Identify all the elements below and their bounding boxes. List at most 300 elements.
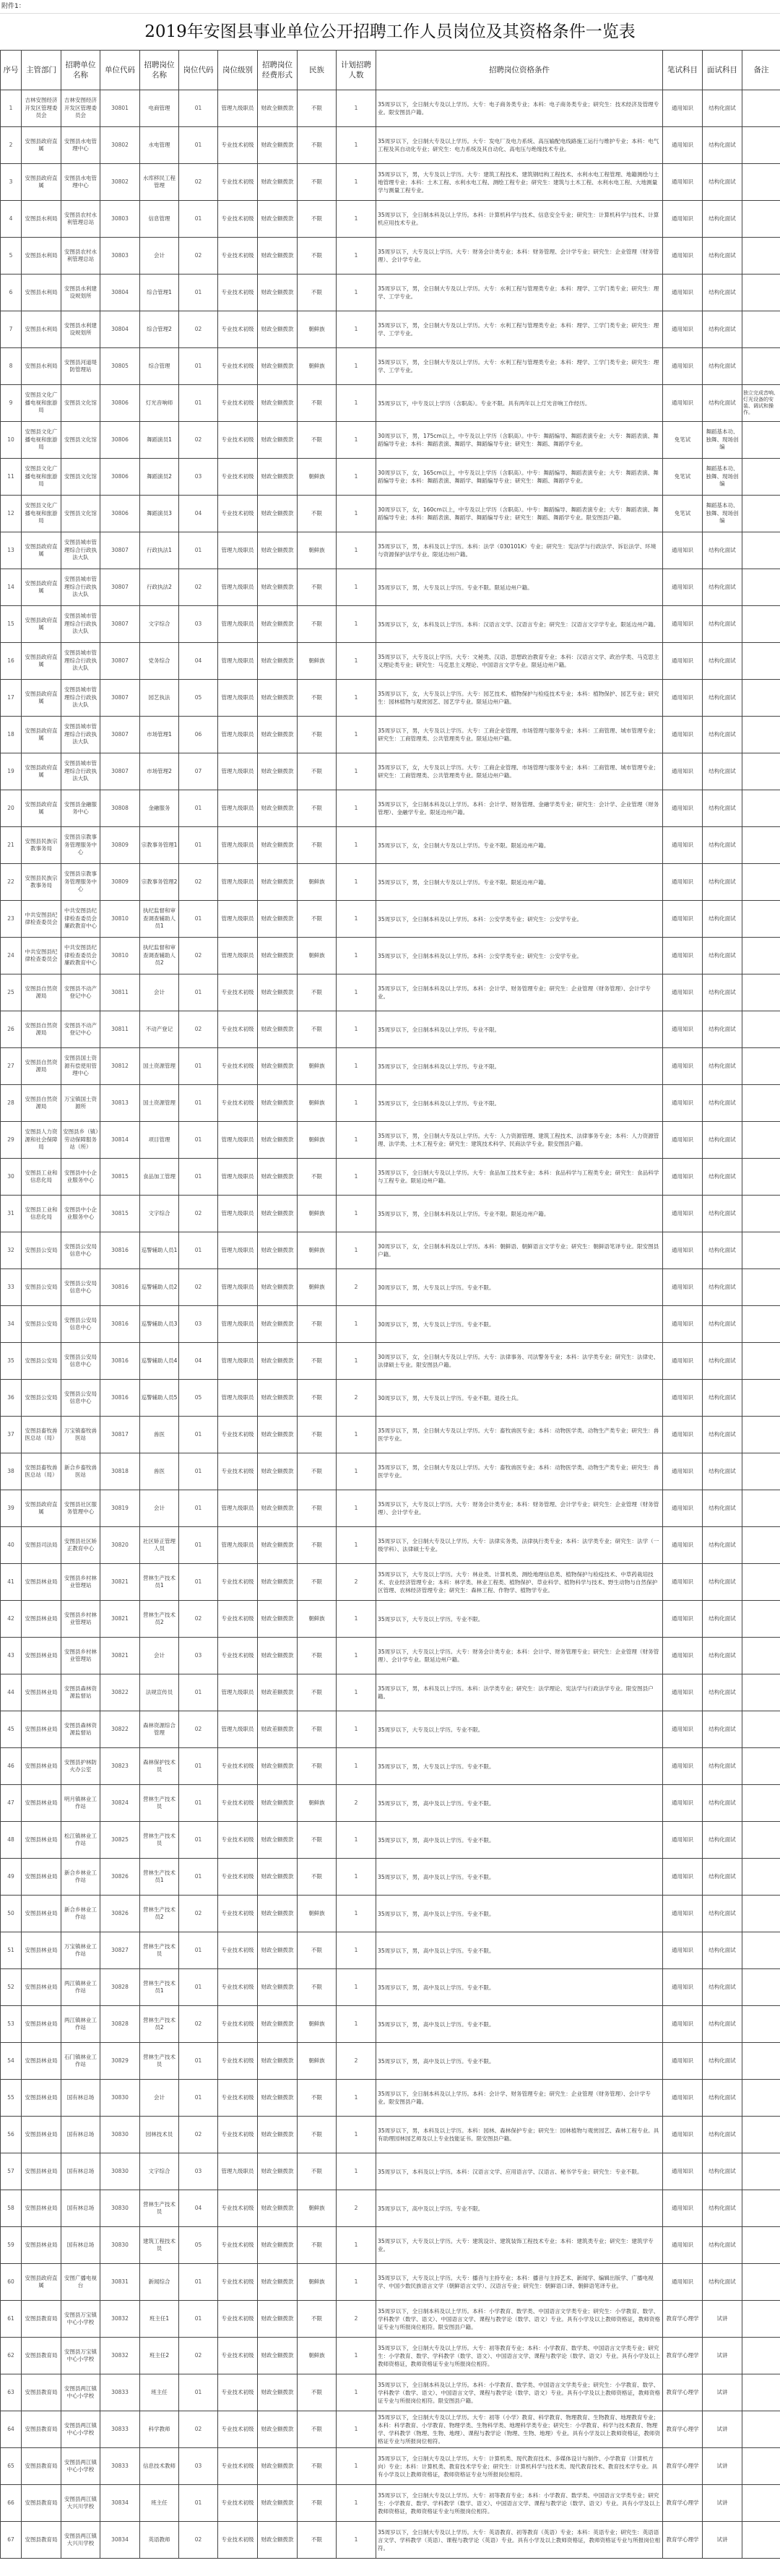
cell-funding-type: 财政全额拨款 [258, 1232, 298, 1269]
cell-dept: 安图县林业局 [22, 1896, 61, 1932]
table-row [1, 2411, 780, 2448]
cell-written-exam: 通用知识 [663, 753, 703, 790]
cell-unit-name: 安图县社区矫正教育中心 [61, 1527, 100, 1564]
cell-unit-code: 30815 [100, 1159, 140, 1196]
cell-post-name: 文字综合 [140, 2153, 179, 2190]
cell-planned-count: 1 [337, 2485, 376, 2522]
cell-dept: 安图县水利局 [22, 238, 61, 275]
cell-post-level: 专业技术初级 [218, 1048, 258, 1085]
cell-seq-no: 14 [1, 569, 22, 606]
cell-unit-name: 新合乡林业工作站 [61, 1859, 100, 1896]
cell-funding-type: 财政全额拨款 [258, 2448, 298, 2485]
table-row [1, 2374, 780, 2411]
cell-interview: 结构化面试 [703, 1417, 742, 1453]
cell-post-level: 管理九级职员 [218, 864, 258, 901]
cell-qualifications: 30周岁以下，男，大专及以上学历。专业不限。 [376, 1306, 663, 1343]
cell-remarks [742, 1196, 780, 1232]
cell-written-exam: 通用知识 [663, 348, 703, 385]
cell-post-level: 管理九级职员 [218, 717, 258, 753]
cell-qualifications: 35周岁以下，全日制本科及以上学历。专业不限。 [376, 1085, 663, 1122]
cell-seq-no: 61 [1, 2301, 22, 2338]
cell-post-level: 专业技术初级 [218, 2448, 258, 2485]
cell-interview: 试讲 [703, 2411, 742, 2448]
cell-post-code: 04 [179, 643, 218, 680]
cell-unit-name: 安图县乡村林业管理站 [61, 1564, 100, 1601]
cell-post-name: 班主任 [140, 2374, 179, 2411]
cell-funding-type: 财政全额拨款 [258, 606, 298, 643]
cell-ethnicity: 不限 [298, 2301, 337, 2338]
cell-written-exam: 通用知识 [663, 1932, 703, 1969]
cell-post-name: 园林技术员 [140, 2117, 179, 2153]
cell-unit-name: 安图县万宝镇中心小学校 [61, 2301, 100, 2338]
cell-qualifications: 35周岁以下，大专及以上学历。大专：播音与主持专业；本科：播音与主持艺术、新闻学、编辑出版学、广播电视学、中国少数民族语言文学（朝鲜语言文学）、汉语言专业；研究生：朝鲜语口译、朝鲜语笔译专业。 [376, 2264, 663, 2301]
cell-unit-code: 30821 [100, 1638, 140, 1674]
cell-post-level: 管理九级职员 [218, 1490, 258, 1527]
cell-post-level: 专业技术初级 [218, 2190, 258, 2227]
table-row [1, 496, 780, 532]
cell-post-name: 水电管理 [140, 127, 179, 164]
cell-remarks [742, 90, 780, 127]
cell-post-name: 国土资源管理 [140, 1085, 179, 1122]
cell-seq-no: 7 [1, 311, 22, 348]
column-header-planned-count: 计划招聘人数 [337, 51, 376, 90]
cell-post-name: 森林保护技术员 [140, 1748, 179, 1785]
cell-dept: 安图县政府直属 [22, 569, 61, 606]
cell-post-code: 01 [179, 201, 218, 238]
cell-dept: 安图县文化广播电视和旅游局 [22, 496, 61, 532]
column-header-post-name: 招聘岗位名称 [140, 51, 179, 90]
cell-post-level: 管理九级职员 [218, 1711, 258, 1748]
cell-post-name: 营林生产技术员 [140, 2190, 179, 2227]
cell-interview: 结构化面试 [703, 753, 742, 790]
cell-remarks [742, 2301, 780, 2338]
cell-post-level: 管理九级职员 [218, 1269, 258, 1306]
cell-post-name: 电商管理 [140, 90, 179, 127]
cell-planned-count: 1 [337, 1601, 376, 1638]
cell-remarks [742, 1896, 780, 1932]
cell-post-code: 02 [179, 2338, 218, 2374]
cell-interview: 结构化面试 [703, 827, 742, 864]
cell-planned-count: 1 [337, 2448, 376, 2485]
cell-written-exam: 通用知识 [663, 2117, 703, 2153]
cell-post-level: 管理九级职员 [218, 2153, 258, 2190]
cell-unit-name: 安图县森林资源监督站 [61, 1674, 100, 1711]
cell-ethnicity: 朝鲜族 [298, 1896, 337, 1932]
cell-unit-code: 30816 [100, 1343, 140, 1380]
cell-qualifications: 35周岁以下，男，高中及以上学历。专业不限。 [376, 1822, 663, 1859]
cell-written-exam: 通用知识 [663, 2264, 703, 2301]
cell-dept: 安图县林业局 [22, 1785, 61, 1822]
cell-funding-type: 财政全额拨款 [258, 1122, 298, 1159]
cell-interview: 结构化面试 [703, 2153, 742, 2190]
cell-dept: 安图县工业和信息化局 [22, 1159, 61, 1196]
cell-remarks [742, 238, 780, 275]
cell-written-exam: 教育学心理学 [663, 2374, 703, 2411]
cell-remarks [742, 1527, 780, 1564]
cell-written-exam: 通用知识 [663, 532, 703, 569]
cell-written-exam: 通用知识 [663, 275, 703, 311]
cell-post-level: 专业技术初级 [218, 1896, 258, 1932]
table-row [1, 1859, 780, 1896]
cell-unit-name: 安图县城市管理综合行政执法大队 [61, 717, 100, 753]
cell-post-code: 01 [179, 1159, 218, 1196]
cell-funding-type: 财政全额拨款 [258, 201, 298, 238]
cell-post-name: 市场管理2 [140, 753, 179, 790]
cell-unit-code: 30833 [100, 2411, 140, 2448]
cell-funding-type: 财政全额拨款 [258, 1196, 298, 1232]
cell-remarks [742, 2153, 780, 2190]
cell-unit-code: 30815 [100, 1196, 140, 1232]
cell-unit-code: 30824 [100, 1785, 140, 1822]
cell-planned-count: 1 [337, 496, 376, 532]
cell-unit-name: 安图县农村水利管理总站 [61, 201, 100, 238]
cell-qualifications: 35周岁以下，中专及以上学历（含职高）。专业不限。具有两年以上灯光音响工作经历。 [376, 385, 663, 422]
cell-written-exam: 通用知识 [663, 938, 703, 974]
cell-post-level: 专业技术初级 [218, 2338, 258, 2374]
cell-post-level: 专业技术初级 [218, 2080, 258, 2117]
cell-remarks [742, 1343, 780, 1380]
cell-interview: 结构化面试 [703, 1859, 742, 1896]
cell-ethnicity: 朝鲜族 [298, 1085, 337, 1122]
cell-interview: 结构化面试 [703, 606, 742, 643]
cell-ethnicity: 朝鲜族 [298, 643, 337, 680]
cell-interview: 结构化面试 [703, 1306, 742, 1343]
cell-remarks [742, 496, 780, 532]
cell-planned-count: 1 [337, 2227, 376, 2264]
cell-unit-name: 中共安图县纪律检查委员会廉政教育中心 [61, 901, 100, 938]
cell-planned-count: 1 [337, 1343, 376, 1380]
cell-written-exam: 通用知识 [663, 1011, 703, 1048]
cell-post-code: 01 [179, 1674, 218, 1711]
cell-interview: 结构化面试 [703, 1969, 742, 2006]
cell-remarks [742, 1638, 780, 1674]
cell-unit-name: 安图县中小企业服务中心 [61, 1196, 100, 1232]
cell-post-code: 01 [179, 1048, 218, 1085]
cell-funding-type: 财政全额拨款 [258, 496, 298, 532]
cell-qualifications: 35周岁以下，全日制本科及以上学历。专业不限。 [376, 1048, 663, 1085]
cell-remarks [742, 1564, 780, 1601]
table-row [1, 1417, 780, 1453]
cell-qualifications: 35周岁以下，男，全日制大专及以上学历。大专：人力资源管理、建筑工程技术、法律事务专业；本科：人力资源管理、法学类、土木工程专业；研究生：建筑技术科学、民商法学专业。限安图县户籍。 [376, 1122, 663, 1159]
cell-unit-name: 安图县农村水利管理总站 [61, 238, 100, 275]
cell-interview: 试讲 [703, 2485, 742, 2522]
cell-seq-no: 13 [1, 532, 22, 569]
cell-qualifications: 35周岁以下，全日制大专及以上学历。大专：法律实务类、法律执行类专业；本科：法学类专业；研究生：法学（一级学科）、法律硕士专业。 [376, 1527, 663, 1564]
cell-remarks [742, 2264, 780, 2301]
table-row [1, 974, 780, 1011]
cell-planned-count: 1 [337, 2264, 376, 2301]
cell-remarks [742, 680, 780, 717]
cell-unit-name: 安图县两江镇大兴川学校 [61, 2485, 100, 2522]
cell-planned-count: 1 [337, 717, 376, 753]
cell-post-name: 党务综合 [140, 643, 179, 680]
cell-seq-no: 3 [1, 164, 22, 201]
cell-seq-no: 1 [1, 90, 22, 127]
cell-unit-name: 安图县文化馆 [61, 496, 100, 532]
cell-post-name: 森林资源综合管理 [140, 1711, 179, 1748]
cell-ethnicity: 朝鲜族 [298, 1785, 337, 1822]
cell-funding-type: 财政全额拨款 [258, 2338, 298, 2374]
table-row [1, 2522, 780, 2559]
cell-qualifications: 35周岁以下，高中及以上学历。专业不限。 [376, 2190, 663, 2227]
cell-seq-no: 67 [1, 2522, 22, 2559]
cell-dept: 安图县公安局 [22, 1269, 61, 1306]
cell-unit-code: 30822 [100, 1711, 140, 1748]
table-row [1, 2117, 780, 2153]
cell-seq-no: 65 [1, 2448, 22, 2485]
cell-post-name: 巡警辅助人员2 [140, 1269, 179, 1306]
cell-qualifications: 35周岁以下，男，本科及以上学历。本科：法学（030101K）专业；研究生：宪法学与行政法学、诉讼法学、环境与资源保护法学专业。限延边州户籍。 [376, 532, 663, 569]
cell-qualifications: 35周岁以下，男，全日制大专及以上学历。大专：水利工程与管理类专业；本科：理学、工学门类专业；研究生：理学、工学专业。 [376, 275, 663, 311]
cell-post-level: 专业技术初级 [218, 2301, 258, 2338]
cell-post-level: 管理九级职员 [218, 901, 258, 938]
cell-post-level: 专业技术初级 [218, 1785, 258, 1822]
cell-interview: 结构化面试 [703, 1011, 742, 1048]
cell-planned-count: 1 [337, 1896, 376, 1932]
cell-remarks [742, 311, 780, 348]
table-row [1, 1932, 780, 1969]
cell-post-name: 会计 [140, 238, 179, 275]
cell-dept: 安图县公安局 [22, 1306, 61, 1343]
cell-post-level: 专业技术初级 [218, 2411, 258, 2448]
cell-post-code: 02 [179, 164, 218, 201]
cell-dept: 中共安图县纪律检查委员会 [22, 901, 61, 938]
cell-planned-count: 1 [337, 385, 376, 422]
cell-post-code: 02 [179, 864, 218, 901]
cell-dept: 安图县政府直属 [22, 680, 61, 717]
cell-funding-type: 财政全额拨款 [258, 2006, 298, 2043]
cell-ethnicity: 不限 [298, 422, 337, 459]
cell-post-level: 专业技术初级 [218, 2264, 258, 2301]
cell-remarks [742, 127, 780, 164]
cell-unit-code: 30808 [100, 790, 140, 827]
cell-qualifications: 35周岁以下，男，高中及以上学历。专业不限。 [376, 2043, 663, 2080]
column-header-remarks: 备注 [742, 51, 780, 90]
cell-seq-no: 64 [1, 2411, 22, 2448]
cell-unit-name: 国有林总场 [61, 2153, 100, 2190]
cell-qualifications: 30周岁以下，男，大专及以上学历。专业不限。 [376, 1269, 663, 1306]
cell-post-name: 国土资源管理 [140, 1048, 179, 1085]
cell-ethnicity: 不限 [298, 1453, 337, 1490]
cell-unit-code: 30813 [100, 1085, 140, 1122]
cell-funding-type: 财政全额拨款 [258, 275, 298, 311]
table-row [1, 2338, 780, 2374]
cell-ethnicity: 不限 [298, 753, 337, 790]
cell-interview: 结构化面试 [703, 1527, 742, 1564]
cell-interview: 结构化面试 [703, 1711, 742, 1748]
cell-ethnicity: 不限 [298, 1969, 337, 2006]
cell-interview: 结构化面试 [703, 1269, 742, 1306]
cell-post-level: 管理九级职员 [218, 1122, 258, 1159]
cell-post-code: 03 [179, 459, 218, 496]
table-row [1, 238, 780, 275]
cell-written-exam: 通用知识 [663, 2006, 703, 2043]
cell-post-code: 03 [179, 2448, 218, 2485]
table-row [1, 275, 780, 311]
cell-post-code: 07 [179, 753, 218, 790]
cell-funding-type: 财政全额拨款 [258, 2485, 298, 2522]
cell-written-exam: 通用知识 [663, 2153, 703, 2190]
cell-qualifications: 35周岁以下，全日制本科及以上学历。本科：小学教育、数学类、中国语言文学类专业；研究生：小学教育、数学、学科教学（数学、语文）、中国语言文学、课程与教学论（数学、语文）专业。具有小学及以上教师资格证，教师资格证专业与所报岗位相符。限安图县户籍。 [376, 2374, 663, 2411]
cell-written-exam: 通用知识 [663, 1859, 703, 1896]
cell-seq-no: 10 [1, 422, 22, 459]
cell-post-name: 兽医 [140, 1417, 179, 1453]
cell-unit-name: 万宝镇林业工作站 [61, 1932, 100, 1969]
cell-unit-code: 30834 [100, 2485, 140, 2522]
cell-post-code: 02 [179, 2117, 218, 2153]
table-row [1, 1380, 780, 1417]
cell-post-code: 02 [179, 1896, 218, 1932]
cell-dept: 安图县公安局 [22, 1232, 61, 1269]
cell-seq-no: 43 [1, 1638, 22, 1674]
cell-post-name: 文字综合 [140, 1196, 179, 1232]
cell-qualifications: 35周岁以下，男，高中及以上学历。专业不限。 [376, 1969, 663, 2006]
cell-funding-type: 财政全额拨款 [258, 1048, 298, 1085]
cell-dept: 安图县司法局 [22, 1527, 61, 1564]
cell-interview: 结构化面试 [703, 790, 742, 827]
cell-remarks [742, 606, 780, 643]
cell-unit-name: 安图县公安局信息中心 [61, 1380, 100, 1417]
cell-seq-no: 62 [1, 2338, 22, 2374]
cell-dept: 安图县教育局 [22, 2485, 61, 2522]
cell-ethnicity: 不限 [298, 238, 337, 275]
table-row [1, 1969, 780, 2006]
cell-unit-code: 30816 [100, 1380, 140, 1417]
cell-ethnicity: 不限 [298, 827, 337, 864]
cell-unit-code: 30816 [100, 1232, 140, 1269]
cell-post-code: 04 [179, 2190, 218, 2227]
cell-post-level: 专业技术初级 [218, 422, 258, 459]
cell-interview: 结构化面试 [703, 1601, 742, 1638]
cell-written-exam: 通用知识 [663, 90, 703, 127]
cell-post-name: 巡警辅助人员3 [140, 1306, 179, 1343]
cell-qualifications: 35周岁以下，本科及以上学历。本科：汉语言文学、应用语言学、汉语言、秘书学专业；研究生：专业不限。 [376, 2153, 663, 2190]
table-row [1, 1085, 780, 1122]
cell-written-exam: 通用知识 [663, 974, 703, 1011]
cell-written-exam: 通用知识 [663, 1490, 703, 1527]
cell-funding-type: 财政全额拨款 [258, 1343, 298, 1380]
cell-seq-no: 5 [1, 238, 22, 275]
cell-unit-code: 30806 [100, 385, 140, 422]
cell-post-code: 01 [179, 2264, 218, 2301]
cell-funding-type: 财政全额拨款 [258, 1417, 298, 1453]
cell-funding-type: 财政全额拨款 [258, 1822, 298, 1859]
cell-interview: 结构化面试 [703, 643, 742, 680]
cell-seq-no: 48 [1, 1822, 22, 1859]
cell-seq-no: 53 [1, 2006, 22, 2043]
cell-interview: 结构化面试 [703, 2043, 742, 2080]
cell-post-code: 03 [179, 1306, 218, 1343]
cell-interview: 结构化面试 [703, 2117, 742, 2153]
cell-unit-code: 30810 [100, 938, 140, 974]
cell-unit-code: 30804 [100, 275, 140, 311]
cell-qualifications: 35周岁以下，男，全日制大专及以上学历。专业不限。限延边州户籍。 [376, 864, 663, 901]
cell-unit-name: 安图县乡村林业管理站 [61, 1601, 100, 1638]
cell-planned-count: 1 [337, 1822, 376, 1859]
cell-remarks [742, 717, 780, 753]
table-row [1, 1011, 780, 1048]
cell-post-level: 专业技术初级 [218, 1859, 258, 1896]
cell-written-exam: 通用知识 [663, 311, 703, 348]
cell-seq-no: 42 [1, 1601, 22, 1638]
cell-dept: 安图县林业局 [22, 2153, 61, 2190]
cell-unit-code: 30821 [100, 1564, 140, 1601]
cell-unit-name: 国有林总场 [61, 2117, 100, 2153]
cell-seq-no: 20 [1, 790, 22, 827]
cell-remarks [742, 2227, 780, 2264]
cell-ethnicity: 朝鲜族 [298, 2190, 337, 2227]
cell-post-code: 01 [179, 1527, 218, 1564]
cell-seq-no: 29 [1, 1122, 22, 1159]
cell-unit-code: 30807 [100, 569, 140, 606]
cell-seq-no: 60 [1, 2264, 22, 2301]
cell-unit-code: 30833 [100, 2448, 140, 2485]
cell-funding-type: 财政全额拨款 [258, 2374, 298, 2411]
table-row [1, 164, 780, 201]
cell-funding-type: 财政全额拨款 [258, 1932, 298, 1969]
cell-unit-name: 安图县公安局信息中心 [61, 1232, 100, 1269]
cell-ethnicity: 不限 [298, 790, 337, 827]
cell-unit-code: 30823 [100, 1748, 140, 1785]
cell-ethnicity: 不限 [298, 201, 337, 238]
cell-written-exam: 通用知识 [663, 1638, 703, 1674]
cell-post-name: 科学教师 [140, 2411, 179, 2448]
cell-interview: 结构化面试 [703, 569, 742, 606]
cell-qualifications: 30周岁以下，男，大专及以上学历。专业不限。退役士兵。 [376, 1380, 663, 1417]
cell-remarks [742, 1490, 780, 1527]
cell-dept: 吉林安图经济开发区管理委员会 [22, 90, 61, 127]
cell-written-exam: 通用知识 [663, 1122, 703, 1159]
cell-post-code: 01 [179, 1232, 218, 1269]
cell-planned-count: 2 [337, 2190, 376, 2227]
cell-seq-no: 66 [1, 2485, 22, 2522]
cell-remarks [742, 1085, 780, 1122]
cell-post-name: 会计 [140, 1638, 179, 1674]
cell-post-level: 管理九级职员 [218, 790, 258, 827]
cell-written-exam: 通用知识 [663, 1196, 703, 1232]
cell-written-exam: 教育学心理学 [663, 2301, 703, 2338]
cell-post-level: 管理九级职员 [218, 938, 258, 974]
cell-qualifications: 35周岁以下，男，全日制大专及以上学历。大专：水利工程与管理类专业；本科：理学、工学门类专业；研究生：理学、工学专业。 [376, 311, 663, 348]
cell-funding-type: 财政全额拨款 [258, 2117, 298, 2153]
cell-post-level: 专业技术初级 [218, 459, 258, 496]
cell-seq-no: 28 [1, 1085, 22, 1122]
cell-planned-count: 1 [337, 827, 376, 864]
cell-remarks [742, 790, 780, 827]
cell-qualifications: 35周岁以下，男，全日制大专及以上学历。大专：畜牧兽医专业；本科：动物医学类、动物生产类专业；研究生：兽医学专业。 [376, 1417, 663, 1453]
cell-seq-no: 33 [1, 1269, 22, 1306]
cell-written-exam: 免笔试 [663, 422, 703, 459]
cell-unit-code: 30828 [100, 2006, 140, 2043]
cell-post-name: 不动产登记 [140, 1011, 179, 1048]
cell-post-name: 行政执法1 [140, 532, 179, 569]
cell-interview: 结构化面试 [703, 90, 742, 127]
cell-qualifications: 35周岁以下，全日制本科及以上学历。专业不限。 [376, 1011, 663, 1048]
cell-dept: 安图县林业局 [22, 1601, 61, 1638]
cell-post-name: 法规宣传员 [140, 1674, 179, 1711]
cell-post-level: 专业技术初级 [218, 238, 258, 275]
cell-unit-name: 安图县护林防火办公室 [61, 1748, 100, 1785]
cell-interview: 结构化面试 [703, 1896, 742, 1932]
table-row [1, 938, 780, 974]
cell-post-name: 营林生产技术员 [140, 1932, 179, 1969]
cell-planned-count: 1 [337, 90, 376, 127]
cell-unit-code: 30821 [100, 1601, 140, 1638]
cell-unit-name: 安图县两江镇中心小学校 [61, 2411, 100, 2448]
cell-planned-count: 1 [337, 606, 376, 643]
cell-post-name: 英语教师 [140, 2522, 179, 2559]
cell-planned-count: 1 [337, 201, 376, 238]
